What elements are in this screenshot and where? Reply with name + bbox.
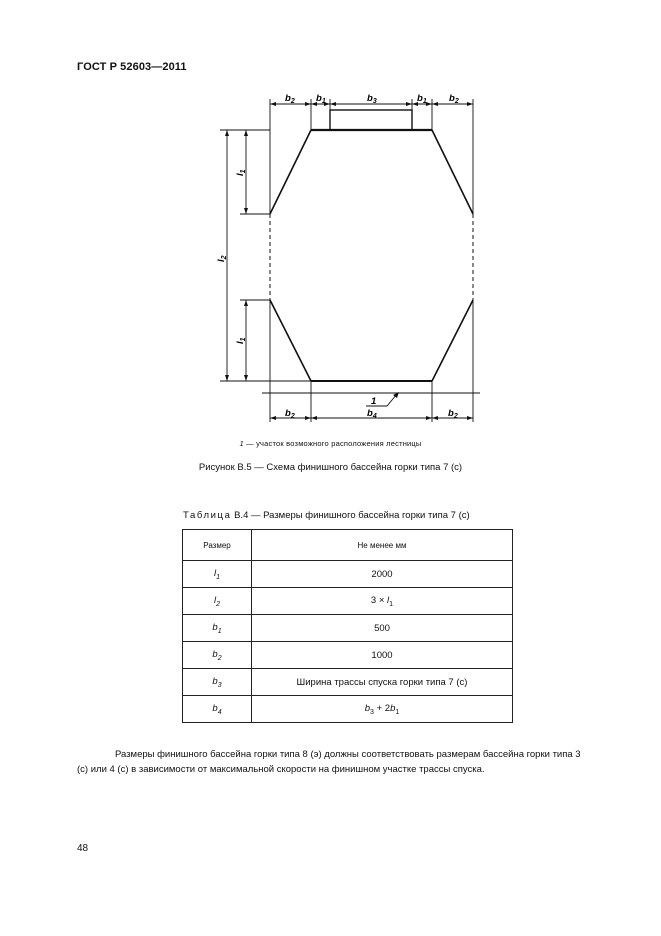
table-header-size: Размер <box>183 530 252 561</box>
table-row <box>183 642 513 669</box>
table-title-prefix: Таблица <box>183 510 232 521</box>
table-cell-value: 500 <box>252 615 513 642</box>
pool-outline-upper-right <box>432 130 473 214</box>
label-l1-upper: $l_1$ <box>235 169 247 176</box>
table-row <box>183 696 513 723</box>
table-row <box>183 669 513 696</box>
label-b2-top-left: $b_2$ <box>285 93 295 105</box>
label-b1-top-left: $b_1$ <box>316 93 326 105</box>
label-l2: $l_2$ <box>216 255 228 262</box>
table-cell-value: Ширина трассы спуска горки типа 7 (с) <box>252 669 513 696</box>
figure-legend <box>0 439 661 448</box>
table-cell-symbol: $b_2$ <box>183 642 252 669</box>
figure-caption: Рисунок В.5 — Схема финишного бассейна горки типа 7 (с) <box>198 462 463 473</box>
table-title <box>183 510 470 521</box>
label-b4-bottom: $b_4$ <box>367 408 377 420</box>
slide-entry-b3 <box>330 110 412 130</box>
table-row <box>183 561 513 588</box>
pool-outline-lower-right <box>432 300 473 381</box>
legend-text: — участок возможного расположения лестницы <box>246 439 422 448</box>
document-header: ГОСТ Р 52603—2011 <box>77 61 187 73</box>
table-row <box>183 588 513 615</box>
label-b3-top: $b_3$ <box>367 93 377 105</box>
table-header-row <box>183 530 513 561</box>
legend-number: 1 <box>239 439 244 448</box>
table-header-min: Не менее мм <box>252 530 513 561</box>
table-cell-value: 1000 <box>252 642 513 669</box>
callout-number: 1 <box>371 396 377 407</box>
table-title-rest: В.4 — Размеры финишного бассейна горки типа 7 (с) <box>234 510 470 521</box>
dimensions-table <box>182 529 513 723</box>
label-l1-lower: $l_1$ <box>235 337 247 344</box>
table-row <box>183 615 513 642</box>
pool-outline-lower-left <box>270 300 311 381</box>
page-number: 48 <box>77 843 89 854</box>
label-b2-bottom-right: $b_2$ <box>448 408 458 420</box>
table-cell-symbol: $b_3$ <box>183 669 252 696</box>
table-cell-symbol: $b_1$ <box>183 615 252 642</box>
table-cell-value: $3 \times l_1$ <box>252 588 513 615</box>
table-cell-symbol: $b_4$ <box>183 696 252 723</box>
table-cell-value: 2000 <box>252 561 513 588</box>
body-paragraph: Размеры финишного бассейна горки типа 8 (э) должны соответствовать размерам бассейна горки типа 3 (с) или 4 (с) в зависимости от максимальной скорости на финишном участке трассы спуска. <box>77 749 581 775</box>
table-cell-symbol: $l_2$ <box>183 588 252 615</box>
label-b2-top-right: $b_2$ <box>449 93 459 105</box>
pool-outline-upper-left <box>270 130 311 214</box>
label-b2-bottom-left: $b_2$ <box>285 408 295 420</box>
table-cell-symbol: $l_1$ <box>183 561 252 588</box>
label-b1-top-right: $b_1$ <box>417 93 427 105</box>
table-cell-value: $b_3 + 2b_1$ <box>252 696 513 723</box>
